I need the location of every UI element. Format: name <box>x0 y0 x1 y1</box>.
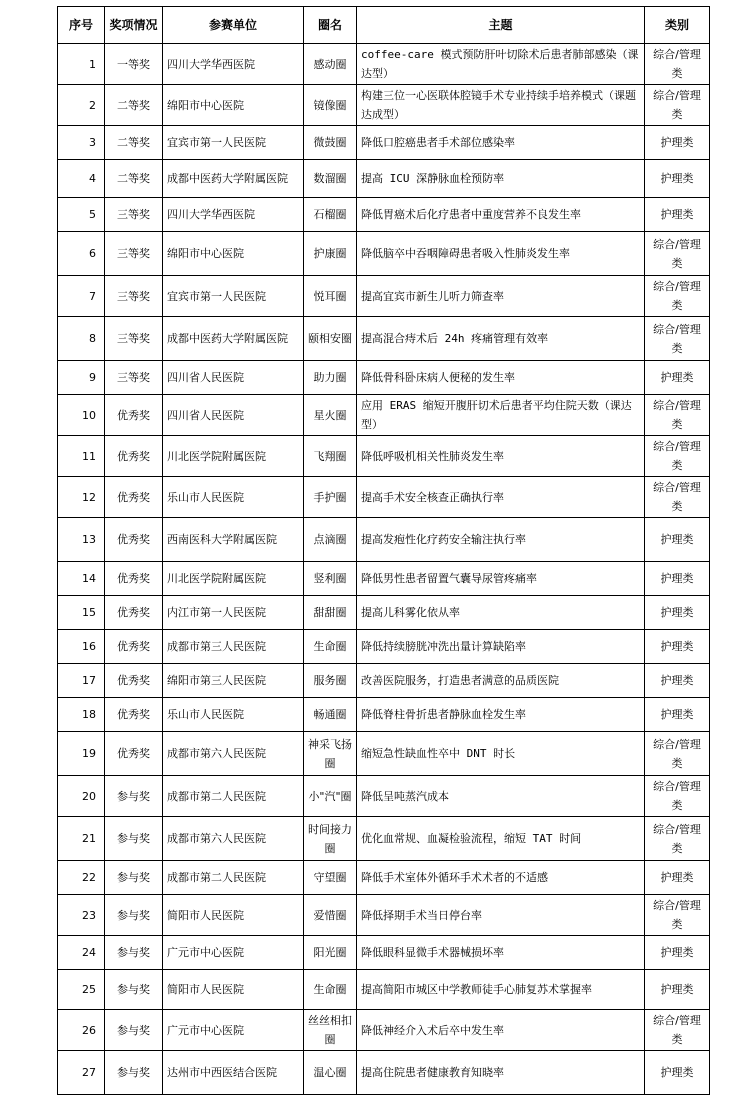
cell-org: 乐山市人民医院 <box>163 698 304 732</box>
award-table <box>57 6 710 1095</box>
cell-org: 川北医学院附属医院 <box>163 436 304 477</box>
cell-topic: coffee-care 模式预防肝叶切除术后患者肺部感染（课达型） <box>357 44 645 85</box>
cell-topic: 提高手术安全核查正确执行率 <box>357 477 645 518</box>
table-row <box>58 361 710 395</box>
cell-category: 护理类 <box>645 861 710 895</box>
cell-org: 达州市中西医结合医院 <box>163 1051 304 1095</box>
cell-no: 13 <box>58 518 105 562</box>
cell-award: 参与奖 <box>105 776 163 817</box>
cell-no: 12 <box>58 477 105 518</box>
cell-category: 综合/管理类 <box>645 85 710 126</box>
cell-award: 三等奖 <box>105 198 163 232</box>
table-row <box>58 861 710 895</box>
cell-no: 8 <box>58 317 105 361</box>
cell-circle: 神采飞扬圈 <box>304 732 357 776</box>
cell-org: 乐山市人民医院 <box>163 477 304 518</box>
table-row <box>58 732 710 776</box>
cell-topic: 提高简阳市城区中学教师徒手心肺复苏术掌握率 <box>357 970 645 1010</box>
table-row <box>58 936 710 970</box>
cell-category: 护理类 <box>645 198 710 232</box>
cell-topic: 降低呈吨蒸汽成本 <box>357 776 645 817</box>
cell-category: 护理类 <box>645 562 710 596</box>
cell-category: 综合/管理类 <box>645 477 710 518</box>
cell-circle: 生命圈 <box>304 630 357 664</box>
header-circle: 圈名 <box>304 7 357 44</box>
cell-no: 15 <box>58 596 105 630</box>
cell-org: 广元市中心医院 <box>163 936 304 970</box>
cell-org: 成都市第三人民医院 <box>163 630 304 664</box>
cell-circle: 爱惜圈 <box>304 895 357 936</box>
cell-award: 参与奖 <box>105 861 163 895</box>
cell-award: 优秀奖 <box>105 698 163 732</box>
cell-topic: 降低呼吸机相关性肺炎发生率 <box>357 436 645 477</box>
cell-circle: 感动圈 <box>304 44 357 85</box>
cell-topic: 提高发疱性化疗药安全输注执行率 <box>357 518 645 562</box>
cell-category: 护理类 <box>645 518 710 562</box>
cell-award: 参与奖 <box>105 895 163 936</box>
cell-award: 二等奖 <box>105 126 163 160</box>
cell-award: 优秀奖 <box>105 436 163 477</box>
cell-circle: 飞翔圈 <box>304 436 357 477</box>
cell-no: 4 <box>58 160 105 198</box>
cell-topic: 降低脑卒中吞咽障碍患者吸入性肺炎发生率 <box>357 232 645 276</box>
cell-award: 优秀奖 <box>105 732 163 776</box>
cell-award: 一等奖 <box>105 44 163 85</box>
table-row <box>58 44 710 85</box>
table-row <box>58 518 710 562</box>
cell-category: 综合/管理类 <box>645 395 710 436</box>
cell-no: 11 <box>58 436 105 477</box>
cell-no: 24 <box>58 936 105 970</box>
cell-topic: 提高宜宾市新生儿听力筛查率 <box>357 276 645 317</box>
header-category: 类别 <box>645 7 710 44</box>
cell-no: 26 <box>58 1010 105 1051</box>
cell-circle: 颐相安圈 <box>304 317 357 361</box>
cell-no: 14 <box>58 562 105 596</box>
cell-topic: 降低神经介入术后卒中发生率 <box>357 1010 645 1051</box>
cell-topic: 缩短急性缺血性卒中 DNT 时长 <box>357 732 645 776</box>
cell-category: 护理类 <box>645 596 710 630</box>
header-topic: 主题 <box>357 7 645 44</box>
cell-category: 综合/管理类 <box>645 817 710 861</box>
cell-category: 综合/管理类 <box>645 895 710 936</box>
cell-circle: 竖利圈 <box>304 562 357 596</box>
cell-org: 西南医科大学附属医院 <box>163 518 304 562</box>
cell-no: 25 <box>58 970 105 1010</box>
cell-category: 综合/管理类 <box>645 776 710 817</box>
cell-org: 宜宾市第一人民医院 <box>163 126 304 160</box>
cell-org: 成都市第六人民医院 <box>163 817 304 861</box>
cell-award: 参与奖 <box>105 936 163 970</box>
cell-topic: 提高 ICU 深静脉血栓预防率 <box>357 160 645 198</box>
cell-circle: 星火圈 <box>304 395 357 436</box>
cell-award: 优秀奖 <box>105 596 163 630</box>
table-row <box>58 198 710 232</box>
cell-topic: 提高住院患者健康教育知晓率 <box>357 1051 645 1095</box>
cell-category: 护理类 <box>645 936 710 970</box>
cell-topic: 降低胃癌术后化疗患者中重度营养不良发生率 <box>357 198 645 232</box>
cell-award: 参与奖 <box>105 817 163 861</box>
cell-no: 5 <box>58 198 105 232</box>
cell-org: 成都市第六人民医院 <box>163 732 304 776</box>
cell-award: 优秀奖 <box>105 518 163 562</box>
cell-topic: 降低手术室体外循环手术术者的不适感 <box>357 861 645 895</box>
cell-org: 成都中医药大学附属医院 <box>163 317 304 361</box>
cell-circle: 丝丝相扣圈 <box>304 1010 357 1051</box>
cell-category: 综合/管理类 <box>645 436 710 477</box>
cell-award: 参与奖 <box>105 1010 163 1051</box>
cell-topic: 提高儿科雾化依从率 <box>357 596 645 630</box>
table-row <box>58 776 710 817</box>
cell-circle: 助力圈 <box>304 361 357 395</box>
cell-org: 绵阳市中心医院 <box>163 85 304 126</box>
cell-award: 二等奖 <box>105 85 163 126</box>
cell-circle: 护康圈 <box>304 232 357 276</box>
table-row <box>58 1051 710 1095</box>
cell-org: 四川大学华西医院 <box>163 198 304 232</box>
cell-circle: 时间接力圈 <box>304 817 357 861</box>
cell-org: 川北医学院附属医院 <box>163 562 304 596</box>
cell-award: 优秀奖 <box>105 395 163 436</box>
cell-topic: 应用 ERAS 缩短开腹肝切术后患者平均住院天数（课达型） <box>357 395 645 436</box>
table-row <box>58 85 710 126</box>
cell-no: 27 <box>58 1051 105 1095</box>
cell-no: 22 <box>58 861 105 895</box>
cell-category: 护理类 <box>645 1051 710 1095</box>
cell-org: 宜宾市第一人民医院 <box>163 276 304 317</box>
cell-org: 简阳市人民医院 <box>163 970 304 1010</box>
cell-org: 广元市中心医院 <box>163 1010 304 1051</box>
cell-org: 四川大学华西医院 <box>163 44 304 85</box>
cell-topic: 降低择期手术当日停台率 <box>357 895 645 936</box>
table-row <box>58 477 710 518</box>
cell-circle: 生命圈 <box>304 970 357 1010</box>
header-row <box>58 7 710 44</box>
cell-no: 17 <box>58 664 105 698</box>
cell-circle: 畅通圈 <box>304 698 357 732</box>
table-row <box>58 126 710 160</box>
cell-category: 护理类 <box>645 361 710 395</box>
cell-circle: 悦耳圈 <box>304 276 357 317</box>
cell-org: 绵阳市中心医院 <box>163 232 304 276</box>
cell-circle: 温心圈 <box>304 1051 357 1095</box>
cell-topic: 构建三位一心医联体腔镜手术专业持续手培养模式（课题达成型） <box>357 85 645 126</box>
cell-circle: 微鼓圈 <box>304 126 357 160</box>
cell-category: 综合/管理类 <box>645 276 710 317</box>
table-row <box>58 276 710 317</box>
cell-no: 2 <box>58 85 105 126</box>
cell-circle: 手护圈 <box>304 477 357 518</box>
cell-circle: 服务圈 <box>304 664 357 698</box>
table-row <box>58 596 710 630</box>
cell-topic: 降低骨科卧床病人便秘的发生率 <box>357 361 645 395</box>
cell-no: 16 <box>58 630 105 664</box>
cell-no: 19 <box>58 732 105 776</box>
cell-no: 21 <box>58 817 105 861</box>
cell-award: 优秀奖 <box>105 562 163 596</box>
cell-category: 综合/管理类 <box>645 232 710 276</box>
table-row <box>58 436 710 477</box>
table-row <box>58 1010 710 1051</box>
table-row <box>58 630 710 664</box>
cell-category: 护理类 <box>645 630 710 664</box>
cell-category: 综合/管理类 <box>645 1010 710 1051</box>
cell-org: 成都市第二人民医院 <box>163 776 304 817</box>
cell-award: 参与奖 <box>105 970 163 1010</box>
table-row <box>58 817 710 861</box>
cell-category: 护理类 <box>645 698 710 732</box>
cell-award: 优秀奖 <box>105 630 163 664</box>
cell-org: 内江市第一人民医院 <box>163 596 304 630</box>
cell-topic: 降低眼科显微手术器械损坏率 <box>357 936 645 970</box>
table-row <box>58 562 710 596</box>
cell-topic: 降低口腔癌患者手术部位感染率 <box>357 126 645 160</box>
cell-circle: 数溜圈 <box>304 160 357 198</box>
cell-category: 综合/管理类 <box>645 44 710 85</box>
cell-no: 23 <box>58 895 105 936</box>
cell-no: 18 <box>58 698 105 732</box>
cell-category: 护理类 <box>645 160 710 198</box>
cell-award: 三等奖 <box>105 317 163 361</box>
cell-no: 9 <box>58 361 105 395</box>
cell-topic: 优化血常规、血凝检验流程，缩短 TAT 时间 <box>357 817 645 861</box>
table-row <box>58 970 710 1010</box>
cell-topic: 提高混合痔术后 24h 疼痛管理有效率 <box>357 317 645 361</box>
cell-no: 20 <box>58 776 105 817</box>
cell-org: 简阳市人民医院 <box>163 895 304 936</box>
cell-no: 1 <box>58 44 105 85</box>
cell-no: 3 <box>58 126 105 160</box>
table-row <box>58 698 710 732</box>
cell-award: 三等奖 <box>105 276 163 317</box>
cell-category: 护理类 <box>645 664 710 698</box>
table-row <box>58 664 710 698</box>
cell-no: 10 <box>58 395 105 436</box>
cell-org: 成都中医药大学附属医院 <box>163 160 304 198</box>
cell-org: 绵阳市第三人民医院 <box>163 664 304 698</box>
cell-award: 三等奖 <box>105 232 163 276</box>
cell-circle: 镜像圈 <box>304 85 357 126</box>
cell-no: 7 <box>58 276 105 317</box>
cell-category: 护理类 <box>645 970 710 1010</box>
cell-circle: 点滴圈 <box>304 518 357 562</box>
cell-award: 优秀奖 <box>105 477 163 518</box>
table-row <box>58 317 710 361</box>
cell-circle: 守望圈 <box>304 861 357 895</box>
cell-category: 综合/管理类 <box>645 317 710 361</box>
cell-topic: 降低脊柱骨折患者静脉血栓发生率 <box>357 698 645 732</box>
cell-award: 参与奖 <box>105 1051 163 1095</box>
cell-topic: 降低持续膀胱冲洗出量计算缺陷率 <box>357 630 645 664</box>
cell-org: 四川省人民医院 <box>163 395 304 436</box>
cell-org: 成都市第二人民医院 <box>163 861 304 895</box>
cell-award: 优秀奖 <box>105 664 163 698</box>
cell-award: 三等奖 <box>105 361 163 395</box>
header-no: 序号 <box>58 7 105 44</box>
header-award: 奖项情况 <box>105 7 163 44</box>
cell-category: 综合/管理类 <box>645 732 710 776</box>
table-row <box>58 160 710 198</box>
cell-category: 护理类 <box>645 126 710 160</box>
header-org: 参赛单位 <box>163 7 304 44</box>
cell-circle: 小"汽"圈 <box>304 776 357 817</box>
cell-org: 四川省人民医院 <box>163 361 304 395</box>
cell-circle: 石榴圈 <box>304 198 357 232</box>
cell-no: 6 <box>58 232 105 276</box>
cell-topic: 改善医院服务，打造患者满意的品质医院 <box>357 664 645 698</box>
cell-award: 二等奖 <box>105 160 163 198</box>
table-row <box>58 395 710 436</box>
cell-circle: 阳光圈 <box>304 936 357 970</box>
cell-topic: 降低男性患者留置气囊导尿管疼痛率 <box>357 562 645 596</box>
table-row <box>58 895 710 936</box>
cell-circle: 甜甜圈 <box>304 596 357 630</box>
table-row <box>58 232 710 276</box>
